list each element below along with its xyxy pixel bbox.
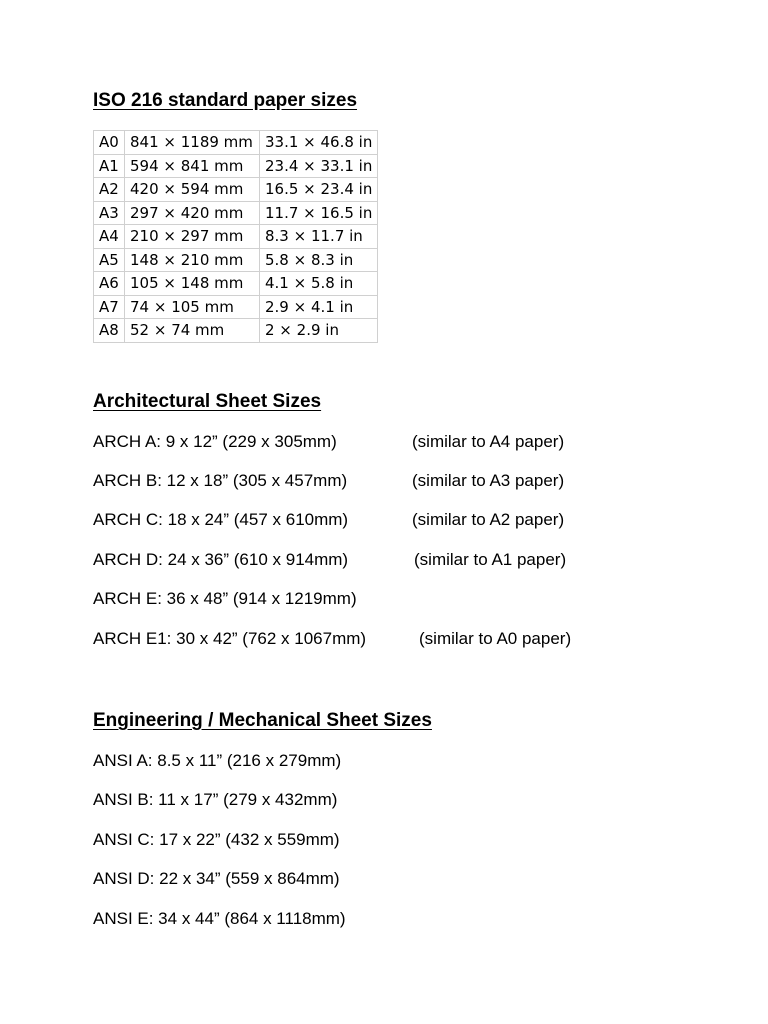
table-row — [94, 225, 378, 249]
arch-similar-note: (similar to A1 paper) — [414, 550, 567, 569]
table-row — [94, 154, 378, 178]
arch-size-line: ARCH E: 36 x 48” (914 x 1219mm) — [93, 589, 357, 608]
size-in-cell: 2 × 2.9 in — [260, 319, 378, 343]
size-mm-cell: 841 × 1189 mm — [125, 131, 260, 155]
table-row — [94, 248, 378, 272]
size-in-cell: 33.1 × 46.8 in — [260, 131, 378, 155]
arch-similar-note: (similar to A2 paper) — [412, 510, 565, 529]
engineering-heading: Engineering / Mechanical Sheet Sizes — [93, 710, 432, 731]
size-in-cell: 23.4 × 33.1 in — [260, 154, 378, 178]
ansi-size-line: ANSI D: 22 x 34” (559 x 864mm) — [93, 869, 340, 888]
size-mm-cell: 210 × 297 mm — [125, 225, 260, 249]
size-in-cell: 8.3 × 11.7 in — [260, 225, 378, 249]
table-row — [94, 272, 378, 296]
arch-similar-note: (similar to A4 paper) — [412, 432, 565, 451]
size-in-cell: 11.7 × 16.5 in — [260, 201, 378, 225]
size-name-cell: A8 — [94, 319, 125, 343]
arch-size-line: ARCH B: 12 x 18” (305 x 457mm) — [93, 471, 348, 490]
iso-heading: ISO 216 standard paper sizes — [93, 90, 358, 111]
arch-size-line: ARCH E1: 30 x 42” (762 x 1067mm) — [93, 629, 367, 648]
ansi-size-line: ANSI B: 11 x 17” (279 x 432mm) — [93, 790, 338, 809]
table-row — [94, 201, 378, 225]
size-mm-cell: 105 × 148 mm — [125, 272, 260, 296]
size-name-cell: A6 — [94, 272, 125, 296]
size-in-cell: 2.9 × 4.1 in — [260, 295, 378, 319]
arch-size-line: ARCH C: 18 x 24” (457 x 610mm) — [93, 510, 349, 529]
architectural-heading: Architectural Sheet Sizes — [93, 391, 322, 412]
ansi-size-line: ANSI A: 8.5 x 11” (216 x 279mm) — [93, 751, 342, 770]
size-name-cell: A1 — [94, 154, 125, 178]
ansi-size-line: ANSI C: 17 x 22” (432 x 559mm) — [93, 830, 340, 849]
size-name-cell: A3 — [94, 201, 125, 225]
arch-similar-note: (similar to A0 paper) — [419, 629, 572, 648]
size-mm-cell: 52 × 74 mm — [125, 319, 260, 343]
arch-size-line: ARCH A: 9 x 12” (229 x 305mm) — [93, 432, 337, 451]
size-mm-cell: 594 × 841 mm — [125, 154, 260, 178]
size-name-cell: A0 — [94, 131, 125, 155]
table-row — [94, 319, 378, 343]
size-name-cell: A5 — [94, 248, 125, 272]
iso-size-table — [93, 130, 378, 343]
size-mm-cell: 74 × 105 mm — [125, 295, 260, 319]
size-name-cell: A7 — [94, 295, 125, 319]
size-in-cell: 5.8 × 8.3 in — [260, 248, 378, 272]
size-mm-cell: 148 × 210 mm — [125, 248, 260, 272]
size-in-cell: 4.1 × 5.8 in — [260, 272, 378, 296]
size-name-cell: A4 — [94, 225, 125, 249]
table-row — [94, 131, 378, 155]
size-mm-cell: 420 × 594 mm — [125, 178, 260, 202]
table-row — [94, 295, 378, 319]
ansi-size-line: ANSI E: 34 x 44” (864 x 1118mm) — [93, 909, 346, 928]
table-row — [94, 178, 378, 202]
size-mm-cell: 297 × 420 mm — [125, 201, 260, 225]
arch-similar-note: (similar to A3 paper) — [412, 471, 565, 490]
size-in-cell: 16.5 × 23.4 in — [260, 178, 378, 202]
arch-size-line: ARCH D: 24 x 36” (610 x 914mm) — [93, 550, 349, 569]
size-name-cell: A2 — [94, 178, 125, 202]
